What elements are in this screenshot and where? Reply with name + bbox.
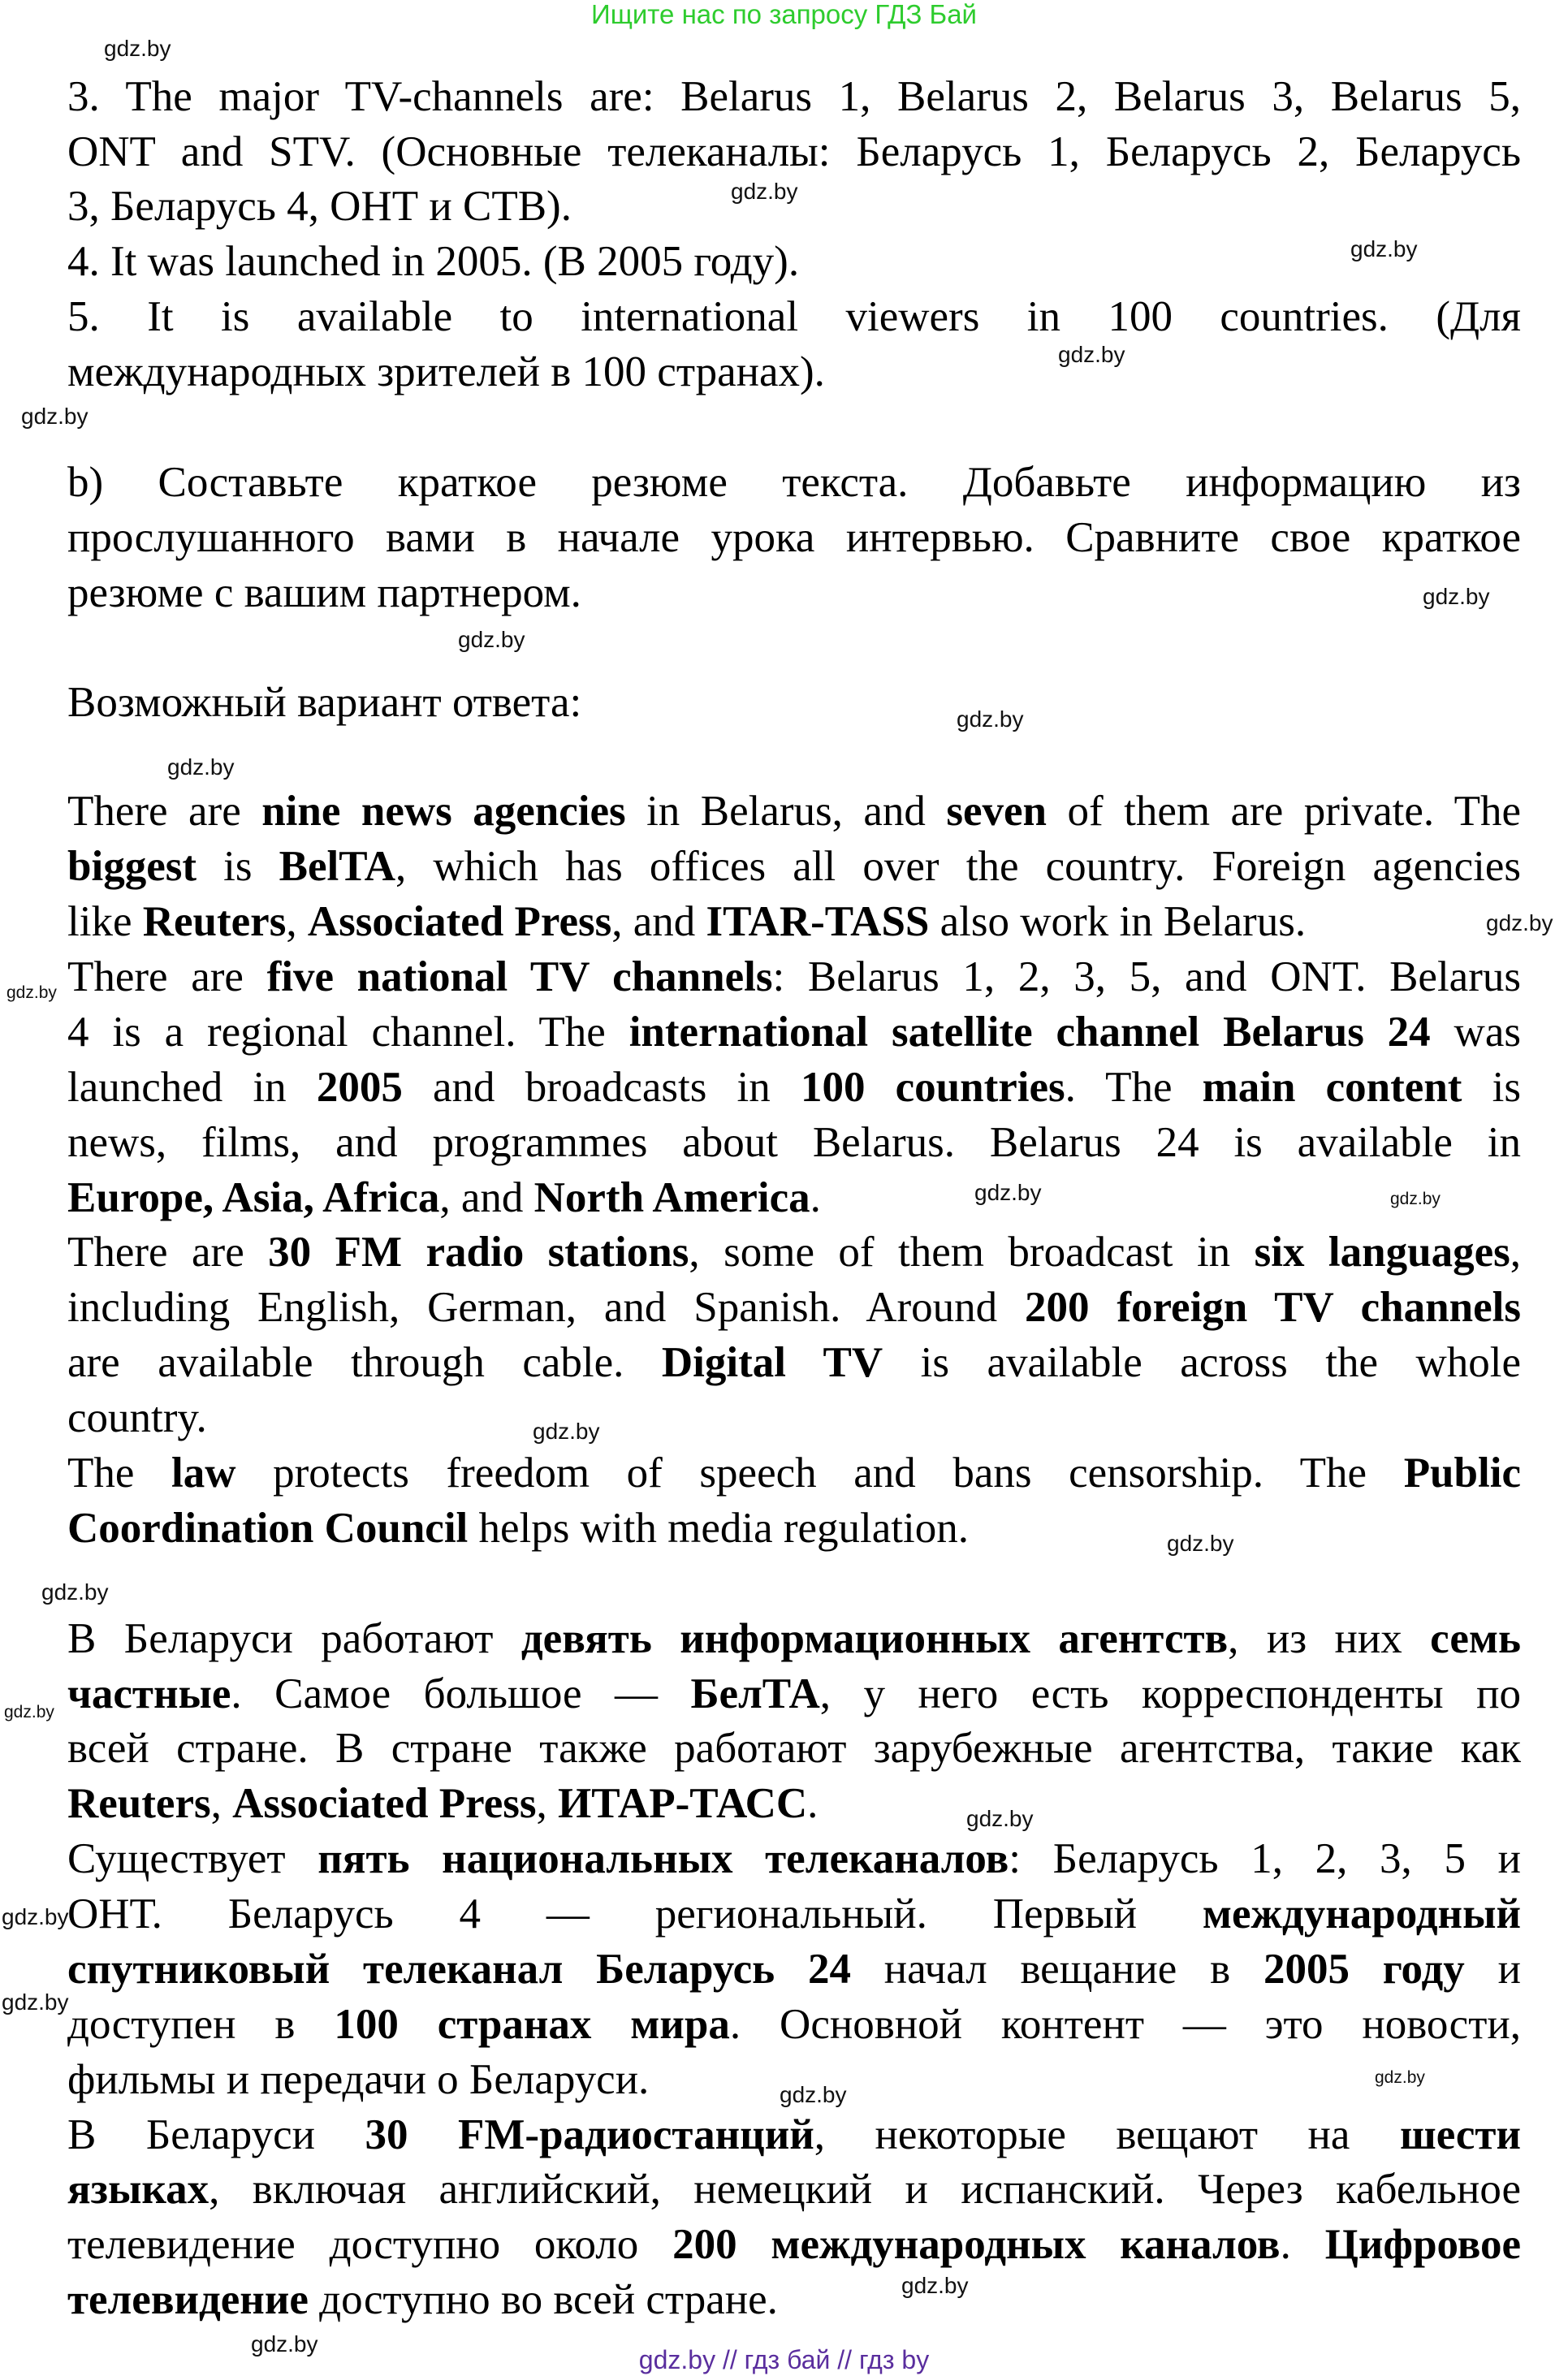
bold-text: частные	[67, 1670, 231, 1717]
watermark-gdz: gdz.by	[104, 36, 171, 61]
text-line	[67, 344, 1521, 400]
text-line	[67, 1666, 1521, 1722]
text-line	[67, 1501, 1521, 1556]
text-segment: There are	[67, 953, 267, 1000]
bold-text: biggest	[67, 843, 197, 890]
text-segment: There are	[67, 788, 262, 835]
watermark-gdz: gdz.by	[1375, 2068, 1425, 2087]
bold-text: пять национальных телеканалов	[317, 1835, 1009, 1882]
text-segment: Возможный вариант ответа:	[67, 679, 582, 726]
watermark-gdz: gdz.by	[1423, 584, 1490, 609]
text-line	[67, 949, 1521, 1004]
text-segment: ОНТ. Беларусь 4 — региональный. Первый	[67, 1890, 1203, 1938]
text-segment: , and	[439, 1174, 534, 1221]
text-line	[67, 1390, 1521, 1445]
text-segment: country.	[67, 1394, 207, 1441]
text-segment: like	[67, 898, 143, 945]
text-line	[67, 234, 1521, 289]
text-line	[67, 1225, 1521, 1280]
text-segment: .	[807, 1780, 819, 1827]
text-segment: : Belarus 1, 2, 3, 5, and ONT. Belarus	[772, 953, 1521, 1000]
bold-text: Associated Press	[232, 1780, 537, 1827]
bold-text: ITAR-TASS	[706, 898, 930, 945]
text-line	[67, 894, 1521, 949]
text-line	[67, 2162, 1521, 2217]
text-line	[67, 1445, 1521, 1501]
text-segment: .	[810, 1174, 821, 1221]
text-line	[67, 2107, 1521, 2162]
text-line	[67, 289, 1521, 344]
bold-text: семь	[1430, 1615, 1521, 1662]
text-segment: доступно во всей стране.	[308, 2276, 778, 2323]
bold-text: международный	[1202, 1890, 1521, 1938]
text-segment: 3, Беларусь 4, ОНТ и СТВ).	[67, 183, 572, 230]
text-segment: 3. The major TV-channels are: Belarus 1, Belarus 2, Belarus 3, Belarus 5,	[67, 73, 1521, 120]
text-segment: В Беларуси	[67, 2111, 365, 2158]
text-line	[67, 510, 1521, 565]
text-segment: protects freedom of speech and bans censorship. The	[235, 1449, 1404, 1497]
text-segment: фильмы и передачи о Беларуси.	[67, 2056, 650, 2103]
text-line	[67, 1335, 1521, 1390]
text-segment: The	[67, 1449, 172, 1497]
text-segment: ,	[210, 1780, 233, 1827]
bold-text: 200 foreign TV channels	[1025, 1284, 1521, 1331]
text-segment: helps with media regulation.	[468, 1505, 970, 1552]
text-line	[67, 2272, 1521, 2327]
text-segment: There are	[67, 1229, 269, 1276]
text-line	[67, 1004, 1521, 1060]
bold-text: спутниковый телеканал Беларусь 24	[67, 1946, 851, 1993]
text-segment: , из них	[1228, 1615, 1431, 1662]
text-line	[67, 1611, 1521, 1666]
text-segment: is	[1462, 1064, 1521, 1111]
watermark-gdz: gdz.by	[974, 1180, 1042, 1205]
text-segment: launched in	[67, 1064, 317, 1111]
text-segment: ,	[286, 898, 308, 945]
bold-text: nine news agencies	[261, 788, 626, 835]
bold-text: 30 FM-радиостанций	[365, 2111, 814, 2158]
text-line	[67, 1831, 1521, 1886]
watermark-gdz: gdz.by	[1390, 1190, 1441, 1208]
text-line	[67, 839, 1521, 894]
text-line	[67, 1721, 1521, 1776]
watermark-gdz: gdz.by	[167, 754, 235, 780]
text-segment: , некоторые вещают на	[814, 2111, 1400, 2158]
text-line	[67, 1280, 1521, 1335]
bold-text: North America	[533, 1174, 810, 1221]
footer-links[interactable]: gdz.by // гдз бай // гдз by	[638, 2345, 930, 2374]
bold-text: 100 странах мира	[334, 2001, 730, 2048]
watermark-gdz: gdz.by	[21, 404, 89, 429]
bold-text: Europe, Asia, Africa	[67, 1174, 440, 1221]
text-line	[67, 1886, 1521, 1942]
text-segment: Существует	[67, 1835, 318, 1882]
text-segment: 4 is a regional channel. The	[67, 1009, 629, 1056]
text-segment: В Беларуси работают	[67, 1615, 521, 1662]
bold-text: Reuters	[142, 898, 287, 945]
text-line	[67, 1776, 1521, 1831]
bold-text: Associated Press	[307, 898, 612, 945]
text-line	[67, 1060, 1521, 1115]
bold-text: девять информационных агентств	[521, 1615, 1229, 1662]
text-segment: начал вещание в	[850, 1946, 1263, 1993]
text-line	[67, 675, 1521, 730]
text-segment: is available across the whole	[883, 1339, 1522, 1386]
text-segment: are available through cable.	[67, 1339, 662, 1386]
bold-text: 30 FM radio stations	[268, 1229, 689, 1276]
text-line	[67, 1942, 1521, 1997]
watermark-gdz: gdz.by	[2, 1904, 69, 1929]
text-segment: in Belarus, and	[625, 788, 947, 835]
text-line	[67, 1997, 1521, 2052]
text-segment: ONT and STV. (Основные телеканалы: Беларусь 1, Беларусь 2, Беларусь	[67, 128, 1521, 175]
text-segment: и	[1464, 1946, 1521, 1993]
text-segment: доступен в	[67, 2001, 335, 2048]
text-segment: also work in Belarus.	[929, 898, 1307, 945]
watermark-gdz: gdz.by	[731, 179, 798, 204]
text-line	[67, 455, 1521, 510]
watermark-gdz: gdz.by	[6, 983, 57, 1002]
text-segment: .	[1280, 2221, 1325, 2268]
text-line	[67, 784, 1521, 839]
text-line	[67, 1170, 1521, 1225]
text-segment: , включая английский, немецкий и испанский. Через кабельное	[209, 2166, 1521, 2213]
bold-text: Coordination Council	[67, 1505, 469, 1552]
bold-text: seven	[946, 788, 1047, 835]
watermark-gdz: gdz.by	[901, 2273, 969, 2298]
bold-text: Digital TV	[661, 1339, 883, 1386]
text-segment: , у него есть корреспонденты по	[819, 1670, 1521, 1717]
bold-text: 2005 году	[1263, 1946, 1465, 1993]
text-segment: . Основной контент — это новости,	[729, 2001, 1521, 2048]
watermark-gdz: gdz.by	[780, 2082, 847, 2107]
bold-text: 200 международных каналов	[672, 2221, 1281, 2268]
text-line	[67, 124, 1521, 179]
bold-text: Public	[1403, 1449, 1521, 1497]
text-segment: ,	[536, 1780, 558, 1827]
bold-text: шести	[1399, 2111, 1521, 2158]
watermark-gdz: gdz.by	[533, 1419, 600, 1444]
bold-text: six languages	[1254, 1229, 1510, 1276]
bold-text: main content	[1202, 1064, 1462, 1111]
bold-text: Цифровое	[1324, 2221, 1522, 2268]
text-line	[67, 2217, 1521, 2272]
watermark-gdz: gdz.by	[251, 2331, 318, 2357]
text-line	[67, 565, 1521, 620]
watermark-gdz: gdz.by	[458, 627, 525, 652]
text-segment: of them are private. The	[1047, 788, 1521, 835]
watermark-gdz: gdz.by	[966, 1806, 1034, 1831]
text-line	[67, 1115, 1521, 1170]
text-segment: , and	[611, 898, 706, 945]
text-segment: including English, German, and Spanish. Around	[67, 1284, 1025, 1331]
text-segment: 5. It is available to international viewers in 100 countries. (Для	[67, 293, 1521, 340]
bold-text: Reuters	[67, 1780, 211, 1827]
watermark-gdz: gdz.by	[1486, 910, 1553, 935]
text-segment: , some of them broadcast in	[689, 1229, 1255, 1276]
watermark-gdz: gdz.by	[41, 1579, 109, 1605]
bold-text: five national TV channels	[266, 953, 773, 1000]
bold-text: телевидение	[67, 2276, 309, 2323]
bold-text: 100 countries	[800, 1064, 1065, 1111]
text-segment: 4. It was launched in 2005. (В 2005 году).	[67, 238, 800, 285]
bold-text: law	[171, 1449, 236, 1497]
bold-text: 2005	[316, 1064, 403, 1111]
search-promo-header: Ищите нас по запросу ГДЗ Бай	[591, 0, 977, 29]
text-segment: ,	[1510, 1229, 1521, 1276]
text-segment: : Беларусь 1, 2, 3, 5 и	[1009, 1835, 1522, 1882]
text-segment: прослушанного вами в начале урока интервью. Сравните свое краткое	[67, 514, 1521, 561]
bold-text: ИТАР-ТАСС	[558, 1780, 808, 1827]
watermark-gdz: gdz.by	[4, 1703, 54, 1722]
text-segment: b) Составьте краткое резюме текста. Добавьте информацию из	[67, 459, 1521, 506]
watermark-gdz: gdz.by	[1167, 1531, 1234, 1556]
watermark-gdz: gdz.by	[2, 1989, 69, 2015]
text-segment: . The	[1065, 1064, 1203, 1111]
watermark-gdz: gdz.by	[1350, 236, 1418, 261]
bold-text: international satellite channel Belarus 24	[628, 1009, 1431, 1056]
text-segment: всей стране. В стране также работают зарубежные агентства, такие как	[67, 1725, 1521, 1772]
text-segment: международных зрителей в 100 странах).	[67, 348, 825, 395]
text-segment: телевидение доступно около	[67, 2221, 673, 2268]
bold-text: BelTA	[279, 843, 395, 890]
text-segment: and broadcasts in	[402, 1064, 801, 1111]
text-segment: . Самое большое —	[231, 1670, 691, 1717]
text-segment: news, films, and programmes about Belarus. Belarus 24 is available in	[67, 1119, 1521, 1166]
watermark-gdz: gdz.by	[1058, 342, 1125, 367]
text-segment: is	[197, 843, 279, 890]
text-segment: was	[1430, 1009, 1521, 1056]
text-line	[67, 69, 1521, 124]
bold-text: БелТА	[690, 1670, 820, 1717]
text-segment: , which has offices all over the country. Foreign agencies	[395, 843, 1521, 890]
bold-text: языках	[67, 2166, 209, 2213]
text-segment: резюме с вашим партнером.	[67, 569, 581, 616]
watermark-gdz: gdz.by	[957, 706, 1024, 732]
